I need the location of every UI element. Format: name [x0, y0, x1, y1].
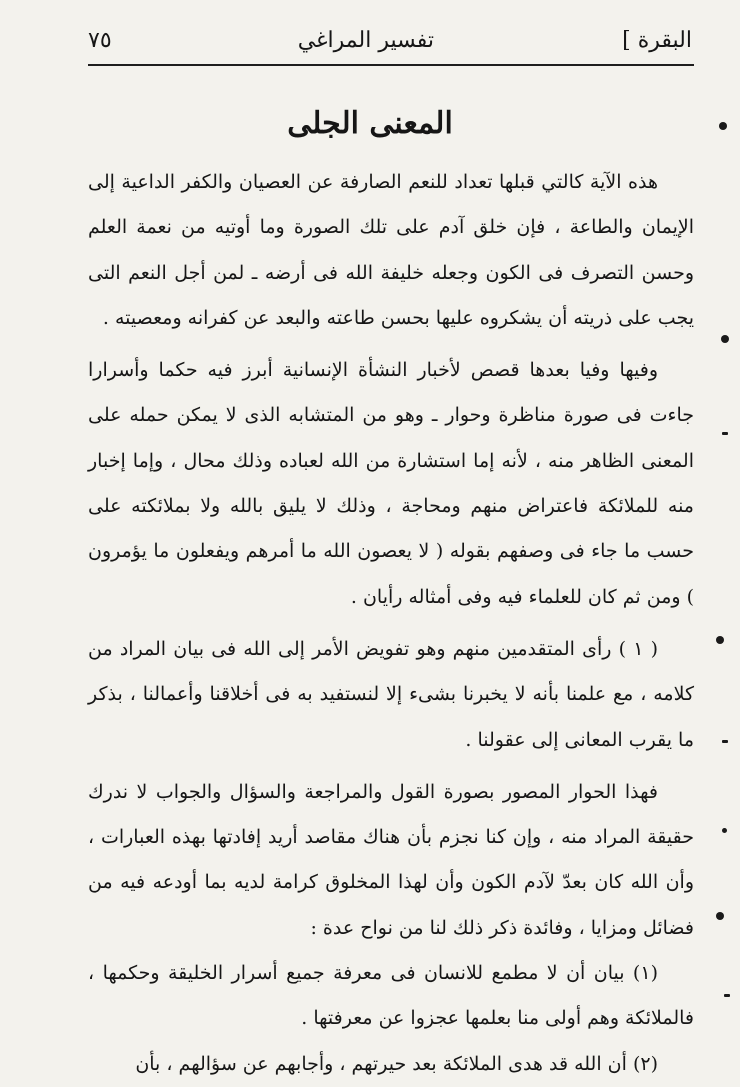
scan-speck	[722, 828, 727, 833]
scan-speck	[721, 335, 729, 343]
header-divider	[88, 64, 694, 66]
scan-speck	[719, 122, 727, 130]
paragraph: وفيها وفيا بعدها قصص لأخبار النشأة الإنسانية أبرز فيه حكما وأسرارا جاءت فى صورة مناظرة وحوار ـ وهو من المتشابه الذى لا يمكن حمله على المعنى الظاهر منه ، لأنه إما استشارة من الله لعباده وذلك محال ، وإما إخبار منه للملائكة فاعتراض منهم ومحاجة ، وذلك لا يليق بالله ولا بملائكته على حسب ما جاء فى وصفهم بقوله ( لا يعصون الله ما أمرهم ويفعلون ما يؤمرون ) ومن ثم كان للعلماء فيه وفى أمثاله رأيان .	[88, 359, 694, 608]
scan-speck	[716, 636, 724, 644]
scan-speck	[716, 912, 724, 920]
page-number: ٧٥	[88, 28, 112, 53]
book-title: تفسير المراغي	[297, 28, 434, 53]
paragraph: (٢) أن الله قد هدى الملائكة بعد حيرتهم ، وأجابهم عن سؤالهم ، بأن	[135, 1052, 658, 1075]
paragraph: هذه الآية كالتي قبلها تعداد للنعم الصارفة عن العصيان والكفر الداعية إلى الإيمان والطاعة ، فإن خلق آدم على تلك الصورة وما أوتيه من نعمة العلم وحسن التصرف فى الكون وجعله خليفة الله فى أرضه ـ لمن أجل النعم التى يجب على ذريته أن يشكروه عليها بحسن طاعته والبعد عن كفرانه ومعصيته .	[88, 171, 694, 329]
paragraph: (١) بيان أن لا مطمع للانسان فى معرفة جميع أسرار الخليقة وحكمها ، فالملائكة وهم أولى منا بعلمها عجزوا عن معرفتها .	[88, 962, 694, 1030]
surah-name: البقرة ]	[622, 28, 692, 53]
paragraph: فهذا الحوار المصور بصورة القول والمراجعة والسؤال والجواب لا ندرك حقيقة المراد منه ، وإن كنا نجزم بأن هناك مقاصد أريد إفادتها بهذه العبارات ، وأن الله كان بعدّ لآدم الكون وأن لهذا المخلوق كرامة لديه بما أودعه فيه من فضائل ومزايا ، وفائدة ذكر ذلك لنا من نواح عدة :	[88, 780, 694, 939]
scan-speck	[722, 432, 728, 435]
page-header	[88, 22, 692, 66]
scan-speck	[724, 994, 730, 997]
section-title: المعنى الجلى	[287, 106, 453, 141]
scan-speck	[722, 740, 728, 743]
body-text	[88, 160, 694, 1087]
paragraph: ( ١ ) رأى المتقدمين منهم وهو تفويض الأمر إلى الله فى بيان المراد من كلامه ، مع علمنا بأنه لا يخبرنا بشىء إلا لنستفيد به فى أخلاقنا وأعمالنا ، بذكر ما يقرب المعانى إلى عقولنا .	[88, 637, 694, 751]
